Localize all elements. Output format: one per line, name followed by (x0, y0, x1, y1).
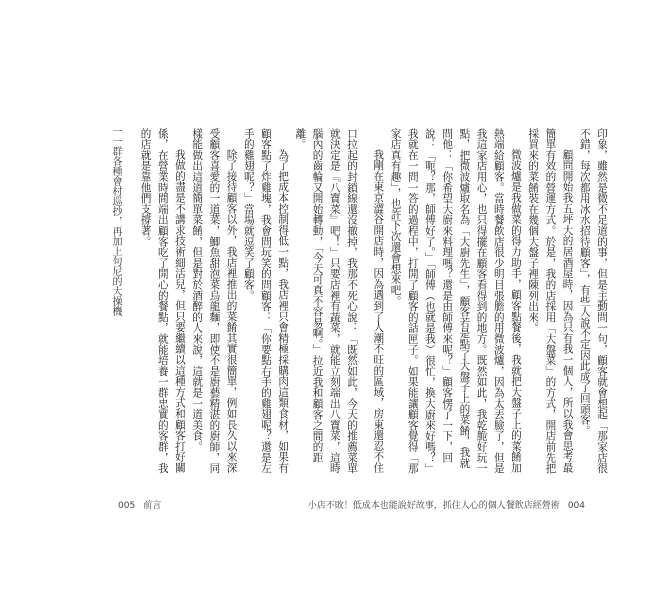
footer-title: 前言 (143, 501, 162, 511)
left-page-body (138, 128, 360, 478)
side-note (102, 126, 122, 456)
footer-title: 小店不敗！低成本也能說好故事，抓住人心的個人餐飲店經營術 (307, 501, 560, 511)
paragraph: 顧問開始我五坪大的居酒屋時，因為只有我一個人，所以我會思考最簡單有效的營運方式。於是，我的店採用「大盤菜」的方式，開店前先把採買來的菜餚裝在幾個大盤子裡陳列出來。 (527, 128, 574, 474)
paragraph: 我做的盡是不講求技術細活兒，但只要繼續以這種方式和顧客打好關係，在營業時間端出顧客吃了開心的餐點，就能培養一群忠實的客群，我的店就是靠他們支撐著。 (139, 128, 186, 474)
left-page-footer (118, 498, 161, 511)
page-number: 005 (118, 501, 136, 511)
side-note-bar-icon: 一 (110, 126, 121, 136)
paragraph: 為了把成本控制得低一點，我店裡只會精極採購肉這類食材，如果有顧客點了炸雞塊，我會問玩笑的問顧客：「你要點右手的雞翅呢？還是左手的雞翅呢？」當場就逗笑了顧客。 (242, 128, 290, 474)
side-note-text: 一群各種會村巡抄，再加上句尼的大操機 (110, 136, 121, 316)
paragraph: 印象，雖然是微不足道的事，但是主動問一句，顧客就會想起「那家店很不錯，每次都用冰水招待顧客」，有些人說不定因此成了回頭客。 (578, 128, 608, 474)
paragraph: 除了接待顧客以外，我店裡推出的菜餚其實很簡單，例如長久以來深受顧客喜愛的一道菜，鯽魚甜泡菜烏龍麵，即使不是廚藝精湛的廚師，同樣能做出這道簡單菜餚，但是對於酒醉的人來說，這就是一道美食。 (191, 128, 238, 474)
right-page-footer (308, 498, 585, 511)
paragraph: 口拉起的封鎖線還沒撤掉，我那不死心說：「既然如此，今天的推薦菜單就決定是『八寶菜』吧！」只要店裡有蔬菜，就能立刻端出八寶菜，這時腦內的齒輪又開始轉動，「今天可真不容易啊。」拉近我和顧客之間的距離。 (294, 128, 358, 474)
page-number: 004 (567, 501, 585, 511)
right-page-body (370, 128, 610, 478)
paragraph: 微波爐是我做菜的得力助手，顧客點餐後，我就把大盤子上的菜餚加熱端給顧客。當時餐飲店很少明目張膽的用微波爐，因為太丟臉了，但是我這家店用心，也只得擺在顧客看得到的地方。既然如此，我乾脆好玩一點，把微波爐取名為「大廚先生」，顧客若是點了大盤子上的菜餚，我就問他：「你希望大廚來料理嗎？還是由師傅來呢？」顧客愣了一下，回說：「呃？那，師傅好了。」「師傅（也就是我）很忙，換大廚來好嗎？」我就在一問一答的過程中，打開了顧客的話匣子。如果能讓顧客覺得「那家店真有趣」，也許下次還會想來吧。 (389, 128, 522, 474)
paragraph: 我剛在東京澀谷開店時，因為遇到了人潮不旺的區域，房東還忍不住 (372, 149, 385, 474)
